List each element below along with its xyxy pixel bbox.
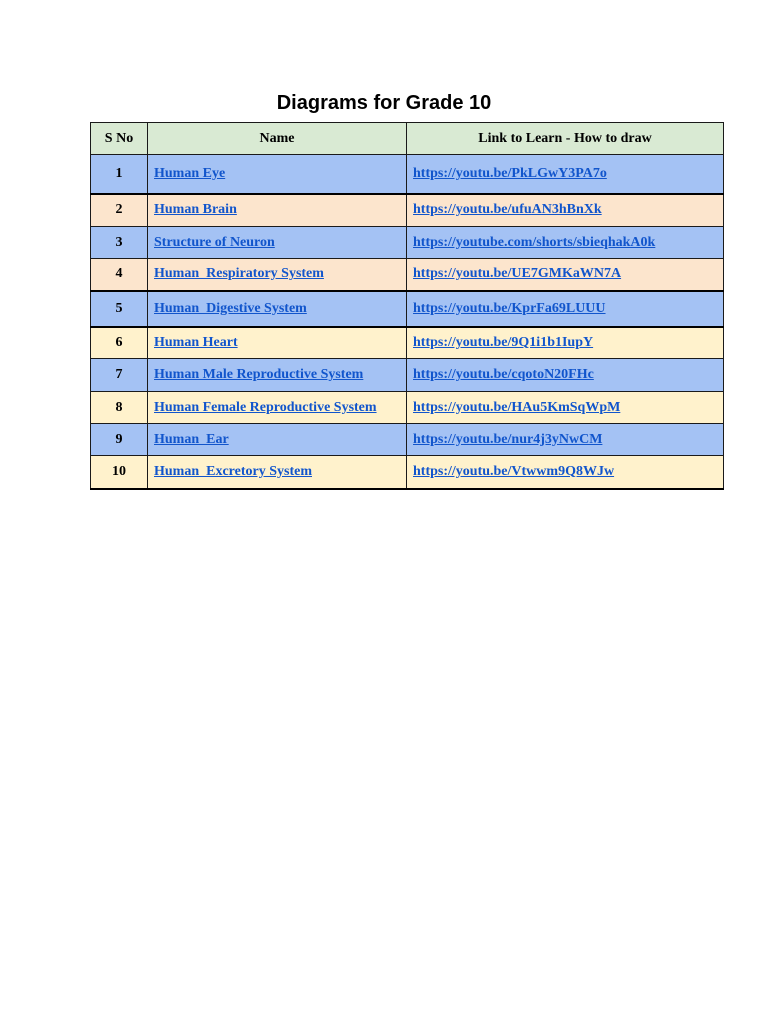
video-link[interactable]: https://youtu.be/KprFa69LUUU: [413, 300, 606, 316]
row-sno: 10: [91, 456, 148, 489]
row-name-cell: [148, 194, 407, 227]
row-link-cell: [407, 424, 724, 456]
table-row: [91, 155, 724, 194]
table-row: [91, 291, 724, 327]
diagram-name-link[interactable]: Human Respiratory System: [154, 266, 324, 282]
table-row: [91, 424, 724, 456]
row-sno: 9: [91, 424, 148, 456]
row-link-cell: [407, 392, 724, 424]
row-name-cell: [148, 291, 407, 327]
row-sno: 4: [91, 259, 148, 291]
diagram-name-link[interactable]: Human Brain: [154, 202, 237, 218]
video-link[interactable]: https://youtu.be/nur4j3yNwCM: [413, 431, 603, 447]
header-link: Link to Learn - How to draw: [407, 123, 724, 155]
row-link-cell: [407, 327, 724, 359]
diagram-name-link[interactable]: Human Ear: [154, 431, 229, 447]
row-sno: 2: [91, 194, 148, 227]
page-title: [0, 92, 768, 115]
page-title-text: Diagrams for Grade 10: [276, 92, 492, 114]
video-link[interactable]: https://youtu.be/cqotoN20FHc: [413, 367, 594, 382]
diagrams-table: [90, 122, 724, 490]
row-name-cell: [148, 327, 407, 359]
table-row: [91, 392, 724, 424]
diagram-name-link[interactable]: Human Female Reproductive System: [154, 399, 377, 415]
row-link-cell: [407, 259, 724, 291]
diagram-name-link[interactable]: Structure of Neuron: [154, 234, 275, 250]
video-link[interactable]: https://youtube.com/shorts/sbieqhakA0k: [413, 234, 656, 250]
video-link[interactable]: https://youtu.be/ufuAN3hBnXk: [413, 202, 602, 218]
row-name-cell: [148, 359, 407, 392]
row-sno: 5: [91, 291, 148, 327]
row-name-cell: [148, 227, 407, 259]
row-name-cell: [148, 456, 407, 489]
table-row: [91, 194, 724, 227]
diagram-name-link[interactable]: Human Eye: [154, 165, 226, 181]
row-link-cell: [407, 291, 724, 327]
diagram-name-link[interactable]: Human Heart: [154, 334, 238, 350]
header-name: Name: [148, 123, 407, 155]
row-link-cell: [407, 155, 724, 194]
row-sno: 3: [91, 227, 148, 259]
video-link[interactable]: https://youtu.be/HAu5KmSqWpM: [413, 399, 621, 415]
table-row: [91, 359, 724, 392]
row-sno: 6: [91, 327, 148, 359]
row-sno: 1: [91, 155, 148, 194]
row-link-cell: [407, 227, 724, 259]
row-name-cell: [148, 155, 407, 194]
diagram-name-link[interactable]: Human Male Reproductive System: [154, 367, 364, 382]
video-link[interactable]: https://youtu.be/Vtwwm9Q8WJw: [413, 463, 615, 479]
row-link-cell: [407, 359, 724, 392]
video-link[interactable]: https://youtu.be/9Q1i1b1IupY: [413, 334, 594, 350]
video-link[interactable]: https://youtu.be/PkLGwY3PA7o: [413, 165, 607, 181]
row-sno: 8: [91, 392, 148, 424]
table-row: [91, 227, 724, 259]
header-sno: S No: [91, 123, 148, 155]
row-sno: 7: [91, 359, 148, 392]
video-link[interactable]: https://youtu.be/UE7GMKaWN7A: [413, 266, 622, 282]
row-name-cell: [148, 424, 407, 456]
row-name-cell: [148, 392, 407, 424]
diagram-name-link[interactable]: Human Excretory System: [154, 463, 312, 479]
table-header-row: [91, 123, 724, 155]
table-row: [91, 327, 724, 359]
row-link-cell: [407, 456, 724, 489]
diagram-name-link[interactable]: Human Digestive System: [154, 300, 307, 316]
row-link-cell: [407, 194, 724, 227]
table-row: [91, 456, 724, 489]
row-name-cell: [148, 259, 407, 291]
table-row: [91, 259, 724, 291]
